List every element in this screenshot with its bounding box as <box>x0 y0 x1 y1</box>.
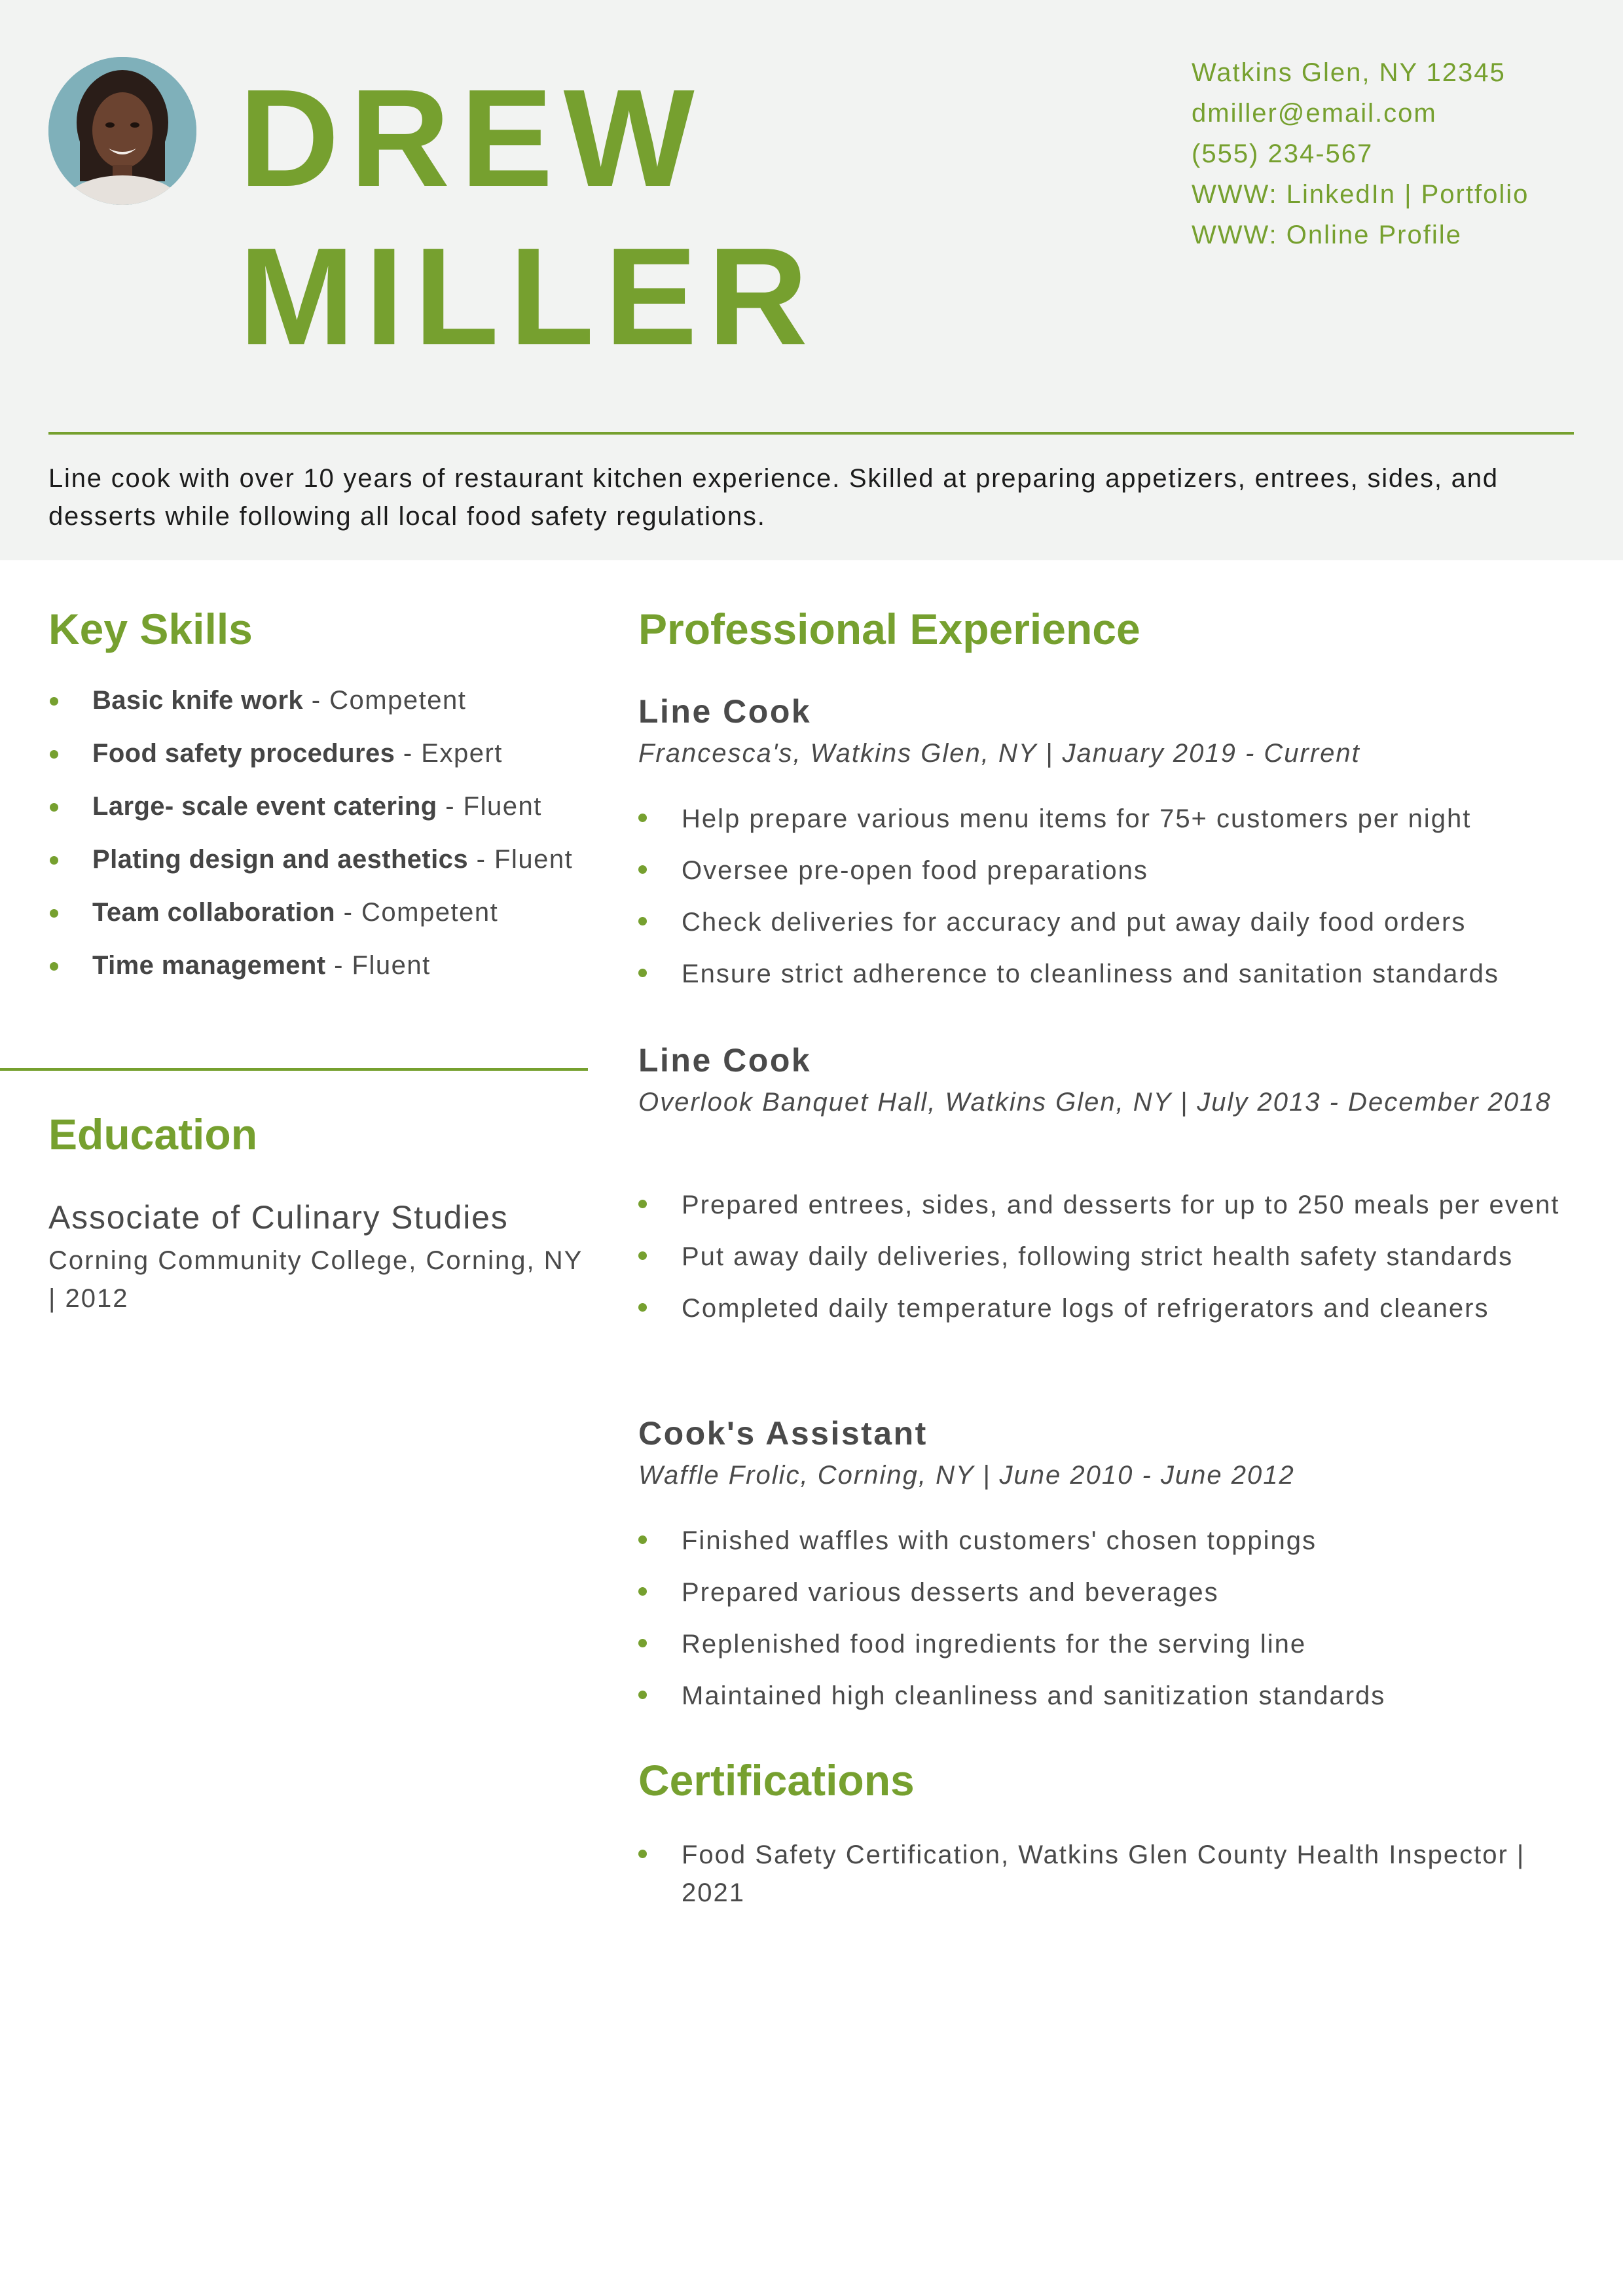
list-item: Ensure strict adherence to cleanliness and sanitation standards <box>638 955 1581 993</box>
job-title: Line Cook <box>638 1042 812 1079</box>
list-item: Oversee pre-open food preparations <box>638 852 1581 889</box>
profile-photo <box>48 57 196 205</box>
education-degree: Associate of Culinary Studies <box>48 1199 509 1236</box>
skill-item: Time management - Fluent <box>48 946 585 985</box>
contact-block <box>1192 52 1529 255</box>
candidate-name <box>239 59 818 376</box>
contact-phone: (555) 234-567 <box>1192 139 1374 168</box>
list-item: Help prepare various menu items for 75+ customers per night <box>638 800 1581 838</box>
list-item: Food Safety Certification, Watkins Glen County Health Inspector | 2021 <box>638 1836 1581 1912</box>
job-title: Cook's Assistant <box>638 1415 928 1452</box>
list-item: Prepared various desserts and beverages <box>638 1573 1581 1611</box>
contact-address: Watkins Glen, NY 12345 <box>1192 58 1506 87</box>
skill-item: Food safety procedures - Expert <box>48 734 585 773</box>
list-item: Put away daily deliveries, following strict health safety standards <box>638 1238 1581 1276</box>
job-meta: Overlook Banquet Hall, Watkins Glen, NY | July 2013 - December 2018 <box>638 1088 1552 1117</box>
skill-item: Large- scale event catering - Fluent <box>48 787 585 826</box>
education-detail: Corning Community College, Corning, NY | 2012 <box>48 1246 583 1313</box>
last-name: MILLER <box>239 219 818 374</box>
certifications-list <box>638 1836 1581 1926</box>
certifications-heading: Certifications <box>638 1756 915 1804</box>
summary-text: Line cook with over 10 years of restaurant kitchen experience. Skilled at preparing appetizers, entrees, sides, and desserts while following all local food safety regulations. <box>48 464 1499 531</box>
list-item: Prepared entrees, sides, and desserts for up to 250 meals per event <box>638 1186 1581 1224</box>
list-item: Finished waffles with customers' chosen toppings <box>638 1522 1581 1560</box>
experience-heading: Professional Experience <box>638 605 1140 653</box>
left-column-divider <box>0 1068 588 1071</box>
key-skills-heading: Key Skills <box>48 605 253 653</box>
job-title: Line Cook <box>638 693 812 730</box>
list-item: Check deliveries for accuracy and put away daily food orders <box>638 903 1581 941</box>
list-item: Completed daily temperature logs of refrigerators and cleaners <box>638 1289 1581 1327</box>
skill-item: Team collaboration - Competent <box>48 893 585 932</box>
list-item: Maintained high cleanliness and sanitization standards <box>638 1677 1581 1715</box>
contact-linkedin-portfolio[interactable]: WWW: LinkedIn | Portfolio <box>1192 180 1529 209</box>
job-bullets <box>638 800 1581 1007</box>
skills-list <box>48 681 585 999</box>
skill-item: Basic knife work - Competent <box>48 681 585 720</box>
header-divider <box>48 432 1574 435</box>
education-heading: Education <box>48 1110 258 1158</box>
list-item: Replenished food ingredients for the serving line <box>638 1625 1581 1663</box>
job-bullets <box>638 1522 1581 1729</box>
skill-item: Plating design and aesthetics - Fluent <box>48 840 585 879</box>
profile-photo-image <box>48 57 196 205</box>
first-name: DREW <box>239 60 705 215</box>
contact-online-profile[interactable]: WWW: Online Profile <box>1192 221 1462 249</box>
job-meta: Waffle Frolic, Corning, NY | June 2010 - June 2012 <box>638 1461 1295 1490</box>
contact-email[interactable]: dmiller@email.com <box>1192 99 1437 128</box>
job-meta: Francesca's, Watkins Glen, NY | January 2019 - Current <box>638 739 1360 768</box>
job-bullets <box>638 1186 1581 1341</box>
